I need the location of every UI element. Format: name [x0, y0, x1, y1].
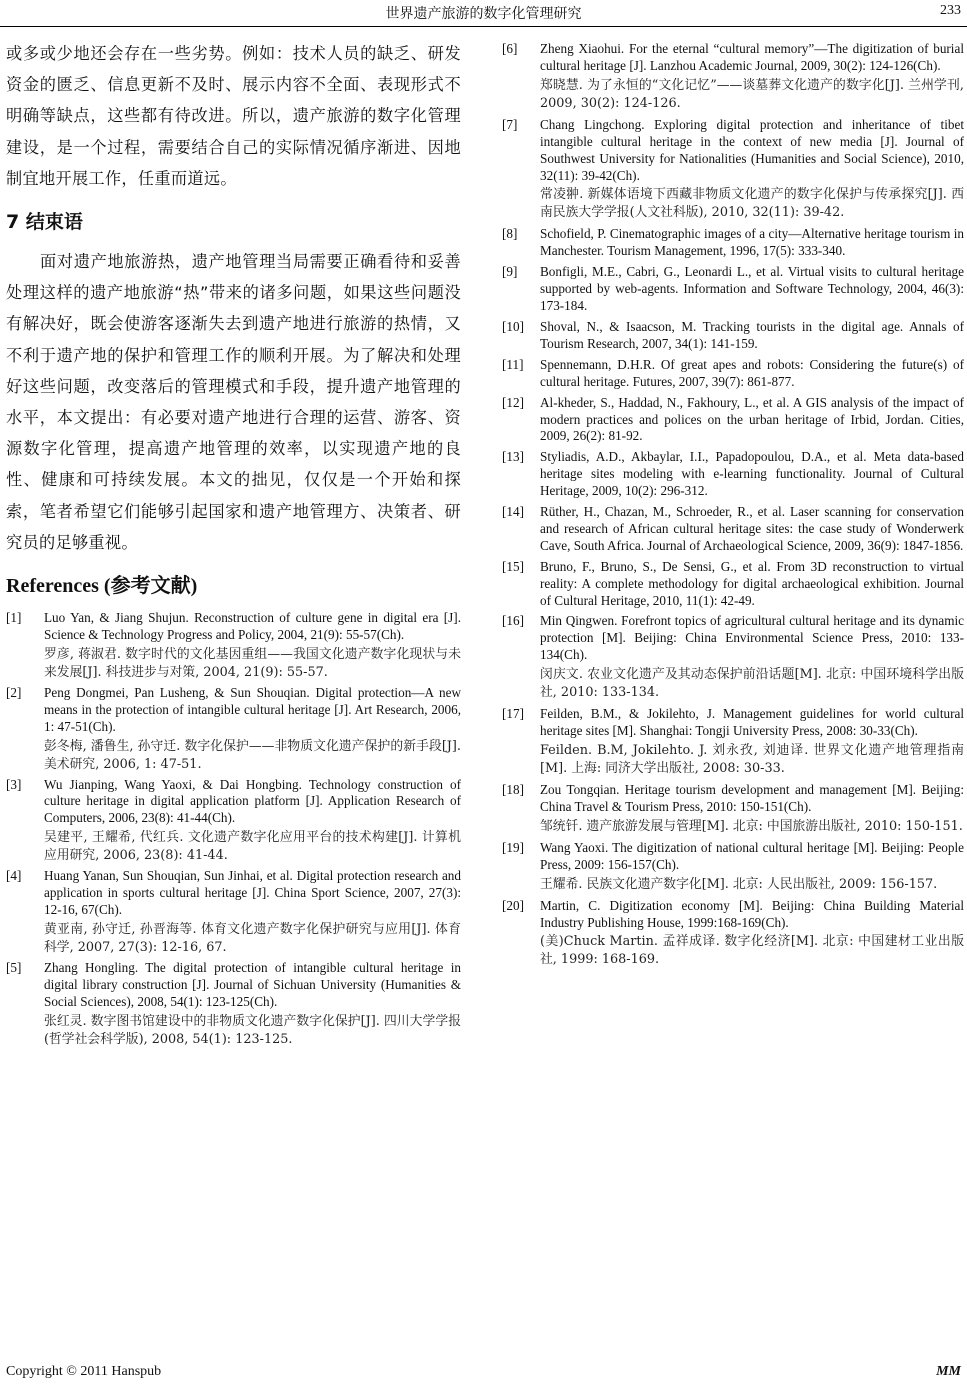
reference-item — [6, 685, 461, 774]
reference-english: Feilden, B.M., & Jokilehto, J. Management guidelines for world cultural heritage sites [M]. Shanghai: Tongji University Press, 2008: 30-33(Ch). — [540, 706, 964, 739]
reference-english: Styliadis, A.D., Akbaylar, I.I., Papadopoulou, D.A., et al. Meta data-based heritage sites modeling with e-learning functionality. Journal of Cultural Heritage, 2009, 10(2): 296-312. — [540, 449, 964, 499]
reference-number: [11] — [502, 356, 524, 372]
reference-chinese: 黄亚南, 孙守迁, 孙晋海等. 体育文化遗产数字化保护研究与应用[J]. 体育科学, 2007, 27(3): 12-16, 67. — [44, 922, 461, 956]
reference-item — [6, 777, 461, 866]
reference-english: Martin, C. Digitization economy [M]. Beijing: China Building Material Industry Publishing House, 1999:168-169(Ch). — [540, 897, 964, 930]
reference-chinese: Feilden. B.M, Jokilehto. J. 刘永孜, 刘迪译. 世界文化遗产地管理指南[M]. 上海: 同济大学出版社, 2008: 30-33. — [540, 743, 964, 776]
reference-list-left — [6, 610, 461, 1049]
reference-item — [502, 117, 964, 223]
reference-chinese: 吴建平, 王耀希, 代红兵. 文化遗产数字化应用平台的技术构建[J]. 计算机应用研究, 2006, 23(8): 41-44. — [44, 830, 461, 864]
journal-abbreviation: MM — [936, 1364, 961, 1379]
reference-english: Bruno, F., Bruno, S., De Sensi, G., et al. From 3D reconstruction to virtual reality: A complete methodology for digital archaeological exhibition. Journal of Cultural Heritage, 2010, 11(1): 42-49. — [540, 558, 964, 608]
reference-body — [540, 449, 964, 500]
reference-body — [44, 610, 461, 682]
reference-english: Peng Dongmei, Pan Lusheng, & Sun Shouqian. Digital protection—A new means in the protection of intangible cultural heritage [J]. Art Research, 2006, 1: 47-51(Ch). — [44, 684, 461, 734]
reference-item — [502, 449, 964, 500]
reference-list-right — [502, 41, 964, 969]
reference-number: [8] — [502, 226, 518, 242]
reference-english: Al-kheder, S., Haddad, N., Fakhoury, L., et al. A GIS analysis of the impact of modern practices and polices on the urban heritage of Irbid, Jordan. Cities, 2009, 26(2): 81-92. — [540, 394, 964, 444]
reference-body — [540, 840, 964, 894]
section-heading: 7 结束语 — [6, 211, 83, 234]
reference-chinese: 闵庆文. 农业文化遗产及其动态保护前沿话题[M]. 北京: 中国环境科学出版社, 2010: 133-134. — [540, 667, 964, 701]
reference-number: [5] — [6, 960, 22, 976]
reference-body — [540, 395, 964, 446]
reference-body — [540, 319, 964, 353]
reference-item — [502, 357, 964, 391]
reference-english: Wu Jianping, Wang Yaoxi, & Dai Hongbing. Technology construction of culture heritage in digital application platform [J]. Application Research of Computers, 2006, 23(8): 41-44(Ch). — [44, 776, 461, 826]
reference-english: Zheng Xiaohui. For the eternal “cultural memory”—The digitization of burial cultural heritage [J]. Lanzhou Academic Journal, 2009, 30(2): 124-126(Ch). — [540, 41, 964, 73]
reference-item — [502, 613, 964, 702]
page-header — [0, 0, 967, 27]
reference-number: [1] — [6, 610, 22, 626]
reference-item — [502, 898, 964, 970]
reference-item — [502, 226, 964, 260]
reference-item — [502, 782, 964, 836]
reference-english: Spennemann, D.H.R. Of great apes and robots: Considering the future(s) of cultural heritage. Futures, 2007, 39(7): 861-877. — [540, 356, 964, 389]
reference-item — [502, 264, 964, 315]
reference-body — [540, 782, 964, 836]
reference-item — [6, 610, 461, 682]
body-paragraph: 或多或少地还会存在一些劣势。例如：技术人员的缺乏、研发资金的匮乏、信息更新不及时、展示内容不全面、表现形式不明确等缺点，这些都有待改进。所以，遗产旅游的数字化管理建设，是一个过程，需要结合自己的实际情况循序渐进、因地制宜地开展工作，任重而道远。 — [6, 44, 461, 188]
reference-body — [540, 41, 964, 113]
reference-english: Min Qingwen. Forefront topics of agricultural cultural heritage and its dynamic protection [M]. Beijing: China Environmental Science Press, 2010: 133-134(Ch). — [540, 613, 964, 663]
reference-number: [18] — [502, 782, 524, 797]
reference-body — [540, 226, 964, 260]
reference-english: Huang Yanan, Sun Shouqian, Sun Jinhai, et al. Digital protection research and application in sports cultural heritage [J]. China Sport Science, 2007, 27(3): 12-16, 67(Ch). — [44, 868, 461, 918]
body-paragraph: 面对遗产地旅游热，遗产地管理当局需要正确看待和妥善处理这样的遗产地旅游“热”带来的诸多问题，如果这些问题没有解决好，既会使游客逐渐失去到遗产地进行旅游的热情，又不利于遗产地的保护和管理工作的顺利开展。为了解决和处理好这些问题，改变落后的管理模式和手段，提升遗产地管理的水平，本文提出：有必要对遗产地进行合理的运营、游客、资源数字化管理，提高遗产地管理的效率，以实现遗产地的良性、健康和可持续发展。本文的拙见，仅仅是一个开始和探索，笔者希望它们能够引起国家和遗产地管理方、决策者、研究员的足够重视。 — [6, 252, 461, 552]
reference-item — [502, 840, 964, 894]
reference-english: Zhang Hongling. The digital protection of intangible cultural heritage in digital library construction [J]. Journal of Sichuan University (Humanities & Social Sciences), 2008, 54(1): 123-125(Ch). — [44, 960, 461, 1009]
reference-english: Chang Lingchong. Exploring digital protection and inheritance of tibet intangible cultural heritage in the context of new media [J]. Journal of Southwest University for Nationalities (Humanities and Social Science), 2010, 32(11): 39-42(Ch). — [540, 116, 964, 183]
reference-number: [14] — [502, 504, 524, 520]
reference-body — [540, 613, 964, 702]
reference-body — [44, 685, 461, 774]
reference-number: [4] — [6, 868, 22, 884]
reference-number: [10] — [502, 318, 524, 334]
reference-number: [2] — [6, 684, 22, 700]
reference-chinese: 邹统钎. 遗产旅游发展与管理[M]. 北京: 中国旅游出版社, 2010: 150-151. — [540, 818, 963, 834]
reference-body — [540, 264, 964, 315]
reference-number: [15] — [502, 558, 524, 574]
reference-number: [19] — [502, 839, 524, 855]
reference-number: [6] — [502, 41, 518, 56]
reference-english: Wang Yaoxi. The digitization of national cultural heritage [M]. Beijing: People Press, 2009: 156-157(Ch). — [540, 839, 964, 872]
reference-chinese: 罗彦, 蒋淑君. 数字时代的文化基因重组——我国文化遗产数字化现状与未来发展[J]. 科技进步与对策, 2004, 21(9): 55-57. — [44, 646, 461, 680]
copyright-notice: Copyright © 2011 Hanspub — [6, 1364, 162, 1379]
reference-body — [44, 868, 461, 957]
reference-english: Bonfigli, M.E., Cabri, G., Leonardi L., et al. Virtual visits to cultural heritage supported by web-agents. Information and Software Technology, 2004, 46(3): 173-184. — [540, 264, 964, 314]
reference-body — [540, 706, 964, 778]
page-number: 233 — [940, 3, 961, 18]
reference-chinese: 张红灵. 数字图书馆建设中的非物质文化遗产数字化保护[J]. 四川大学学报(哲学社会科学版), 2008, 54(1): 123-125. — [44, 1013, 461, 1047]
reference-body — [540, 504, 964, 555]
reference-body — [540, 898, 964, 970]
reference-chinese: 常凌翀. 新媒体语境下西藏非物质文化遗产的数字化保护与传承探究[J]. 西南民族大学学报(人文社科版), 2010, 32(11): 39-42. — [540, 187, 964, 221]
reference-english: Rüther, H., Chazan, M., Schroeder, R., et al. Laser scanning for conservation and research of African cultural heritage sites: the case study of Wonderwerk Cave, South Africa. Journal of Archaeological Science, 2009, 36(9): 1847-1856. — [540, 504, 964, 553]
reference-chinese: 彭冬梅, 潘鲁生, 孙守迁. 数字化保护——非物质文化遗产保护的新手段[J]. 美术研究, 2006, 1: 47-51. — [44, 738, 461, 772]
reference-number: [12] — [502, 394, 524, 410]
reference-item — [502, 319, 964, 353]
reference-body — [540, 117, 964, 223]
reference-number: [3] — [6, 776, 22, 792]
reference-number: [16] — [502, 613, 524, 629]
reference-english: Zou Tongqian. Heritage tourism development and management [M]. Beijing: China Travel & Tourism Press, 2010: 150-151(Ch). — [540, 782, 964, 814]
reference-item — [502, 41, 964, 113]
reference-item — [502, 706, 964, 778]
reference-number: [17] — [502, 706, 524, 722]
reference-english: Schofield, P. Cinematographic images of a city—Alternative heritage tourism in Manchester. Tourism Management, 1996, 17(5): 333-340. — [540, 226, 964, 259]
reference-item — [6, 960, 461, 1049]
reference-number: [9] — [502, 264, 518, 280]
reference-body — [44, 777, 461, 866]
references-heading: References (参考文献) — [6, 575, 198, 598]
reference-number: [20] — [502, 897, 524, 913]
reference-number: [7] — [502, 116, 518, 132]
reference-english: Luo Yan, & Jiang Shujun. Reconstruction of culture gene in digital era [J]. Science & Technology Progress and Policy, 2004, 21(9): 55-57(Ch). — [44, 610, 461, 642]
reference-item — [502, 395, 964, 446]
running-title: 世界遗产旅游的数字化管理研究 — [385, 6, 582, 22]
reference-chinese: (美)Chuck Martin. 孟祥成译. 数字化经济[M]. 北京: 中国建材工业出版社, 1999: 168-169. — [540, 934, 964, 968]
reference-body — [540, 357, 964, 391]
right-column — [502, 41, 964, 973]
reference-item — [502, 504, 964, 555]
reference-body — [540, 559, 964, 610]
reference-english: Shoval, N., & Isaacson, M. Tracking tourists in the digital age. Annals of Tourism Research, 2007, 34(1): 141-159. — [540, 318, 964, 351]
reference-number: [13] — [502, 449, 524, 465]
reference-item — [6, 868, 461, 957]
reference-item — [502, 559, 964, 610]
reference-body — [44, 960, 461, 1049]
reference-chinese: 郑晓慧. 为了永恒的“文化记忆”——谈墓葬文化遗产的数字化[J]. 兰州学刊, 2009, 30(2): 124-126. — [540, 77, 964, 111]
reference-chinese: 王耀希. 民族文化遗产数字化[M]. 北京: 人民出版社, 2009: 156-157. — [540, 876, 938, 892]
left-column — [6, 38, 461, 1052]
